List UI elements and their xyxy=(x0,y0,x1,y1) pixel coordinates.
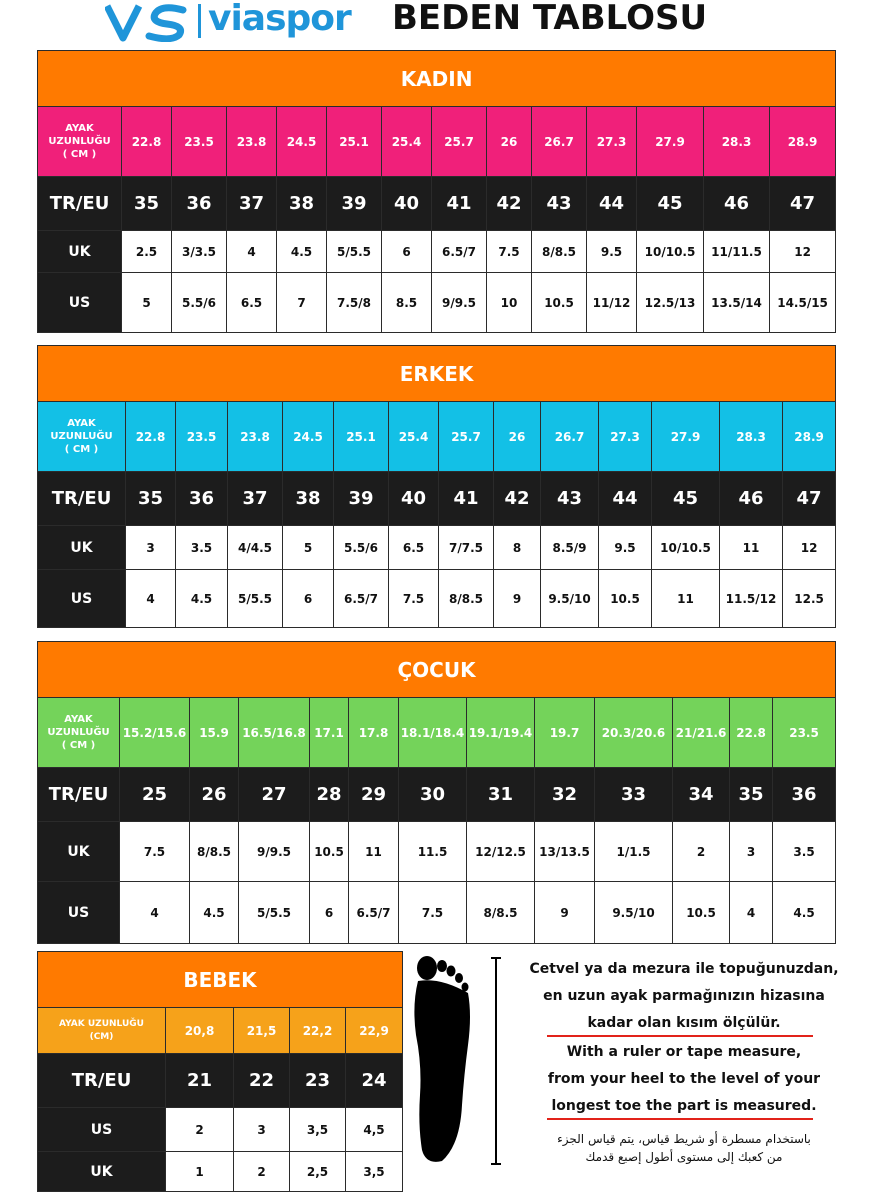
us-cell: 10.5 xyxy=(673,882,730,944)
cm-cell: 25.4 xyxy=(382,107,432,177)
cm-cell: 23.5 xyxy=(172,107,227,177)
us-cell: 3,5 xyxy=(290,1108,346,1152)
us-cell: 3 xyxy=(234,1108,290,1152)
us-cell: 11.5/12 xyxy=(720,570,783,628)
tr-eu-cell: 36 xyxy=(172,177,227,231)
tr-eu-row xyxy=(38,1054,403,1108)
tr-eu-cell: 40 xyxy=(382,177,432,231)
tr-eu-cell: 24 xyxy=(346,1054,403,1108)
uk-cell: 3 xyxy=(730,822,773,882)
cm-cell: 28.3 xyxy=(720,402,783,472)
tr-eu-cell: 37 xyxy=(228,472,283,526)
tr-eu-cell: 35 xyxy=(126,472,176,526)
us-cell: 7.5/8 xyxy=(327,273,382,333)
uk-cell: 6.5 xyxy=(389,526,439,570)
us-cell: 7.5 xyxy=(389,570,439,628)
tr-eu-cell: 41 xyxy=(432,177,487,231)
cm-cell: 27.3 xyxy=(599,402,652,472)
us-cell: 8/8.5 xyxy=(467,882,535,944)
tr-eu-cell: 44 xyxy=(587,177,637,231)
cm-cell: 28.9 xyxy=(770,107,836,177)
uk-row xyxy=(38,822,836,882)
cm-cell: 26.7 xyxy=(541,402,599,472)
cm-row xyxy=(38,1008,403,1054)
uk-cell: 1 xyxy=(166,1152,234,1192)
us-cell: 12.5/13 xyxy=(637,273,704,333)
uk-cell: 7.5 xyxy=(120,822,190,882)
tr-eu-label: TR/EU xyxy=(38,472,126,526)
us-cell: 7.5 xyxy=(399,882,467,944)
tr-eu-cell: 43 xyxy=(532,177,587,231)
cm-cell: 23.5 xyxy=(176,402,228,472)
tr-eu-row xyxy=(38,472,836,526)
tr-eu-cell: 32 xyxy=(535,768,595,822)
us-row xyxy=(38,273,836,333)
tr-eu-cell: 38 xyxy=(277,177,327,231)
cm-cell: 25.7 xyxy=(439,402,494,472)
uk-cell: 3,5 xyxy=(346,1152,403,1192)
us-cell: 11/12 xyxy=(587,273,637,333)
cm-cell: 28.3 xyxy=(704,107,770,177)
us-label: US xyxy=(38,570,126,628)
tr-eu-cell: 23 xyxy=(290,1054,346,1108)
uk-cell: 5.5/6 xyxy=(334,526,389,570)
uk-row xyxy=(38,526,836,570)
cm-cell: 17.8 xyxy=(349,698,399,768)
ayak-label: AYAK UZUNLUĞU ( CM ) xyxy=(38,402,126,472)
tr-eu-cell: 31 xyxy=(467,768,535,822)
cm-cell: 23.5 xyxy=(773,698,836,768)
us-cell: 5.5/6 xyxy=(172,273,227,333)
tr-eu-cell: 29 xyxy=(349,768,399,822)
uk-cell: 10/10.5 xyxy=(637,231,704,273)
tr-eu-cell: 47 xyxy=(783,472,836,526)
cm-row xyxy=(38,107,836,177)
cm-cell: 19.7 xyxy=(535,698,595,768)
tr-eu-cell: 42 xyxy=(487,177,532,231)
section-title-erkek: ERKEK xyxy=(38,346,836,402)
us-cell: 14.5/15 xyxy=(770,273,836,333)
instructions-tr: Cetvel ya da mezura ile topuğunuzdan, en uzun ayak parmağınızın hizasına kadar olan kısım ölçülür. xyxy=(529,961,839,1031)
uk-cell: 7/7.5 xyxy=(439,526,494,570)
uk-cell: 3/3.5 xyxy=(172,231,227,273)
cm-cell: 16.5/16.8 xyxy=(239,698,310,768)
tr-eu-cell: 26 xyxy=(190,768,239,822)
us-cell: 9 xyxy=(494,570,541,628)
ayak-label: AYAK UZUNLUĞU ( CM ) xyxy=(38,698,120,768)
uk-cell: 9.5 xyxy=(599,526,652,570)
tr-eu-cell: 35 xyxy=(122,177,172,231)
cm-cell: 25.1 xyxy=(334,402,389,472)
us-cell: 6.5/7 xyxy=(349,882,399,944)
uk-cell: 3 xyxy=(126,526,176,570)
us-label: US xyxy=(38,882,120,944)
us-cell: 4 xyxy=(126,570,176,628)
tr-eu-label: TR/EU xyxy=(38,177,122,231)
uk-label: UK xyxy=(38,231,122,273)
us-cell: 9.5/10 xyxy=(541,570,599,628)
uk-cell: 12/12.5 xyxy=(467,822,535,882)
tr-eu-cell: 28 xyxy=(310,768,349,822)
instructions-ar: باستخدام مسطرة أو شريط قياس، يتم قياس الجزء من كعبك إلى مستوى أطول إصبع قدمك xyxy=(557,1132,811,1164)
cm-cell: 25.4 xyxy=(389,402,439,472)
cm-cell: 23.8 xyxy=(227,107,277,177)
uk-cell: 8/8.5 xyxy=(190,822,239,882)
uk-cell: 2 xyxy=(673,822,730,882)
tr-eu-cell: 38 xyxy=(283,472,334,526)
bebek-size-table xyxy=(37,951,403,1192)
tr-eu-cell: 34 xyxy=(673,768,730,822)
us-cell: 6.5 xyxy=(227,273,277,333)
uk-cell: 2 xyxy=(234,1152,290,1192)
us-cell: 6 xyxy=(283,570,334,628)
tr-eu-cell: 46 xyxy=(704,177,770,231)
cm-cell: 21/21.6 xyxy=(673,698,730,768)
tr-eu-row xyxy=(38,177,836,231)
cm-cell: 25.1 xyxy=(327,107,382,177)
uk-cell: 5 xyxy=(283,526,334,570)
tr-eu-label: TR/EU xyxy=(38,1054,166,1108)
us-cell: 4.5 xyxy=(176,570,228,628)
uk-cell: 12 xyxy=(783,526,836,570)
ayak-label: AYAK UZUNLUĞU ( CM ) xyxy=(38,107,122,177)
cm-cell: 28.9 xyxy=(783,402,836,472)
uk-cell: 4.5 xyxy=(277,231,327,273)
cm-cell: 22,2 xyxy=(290,1008,346,1054)
us-row xyxy=(38,882,836,944)
uk-cell: 8/8.5 xyxy=(532,231,587,273)
us-cell: 13.5/14 xyxy=(704,273,770,333)
tr-eu-cell: 37 xyxy=(227,177,277,231)
tr-eu-cell: 46 xyxy=(720,472,783,526)
section-title-kadin: KADIN xyxy=(38,51,836,107)
tr-eu-cell: 44 xyxy=(599,472,652,526)
cm-cell: 15.9 xyxy=(190,698,239,768)
tr-eu-cell: 41 xyxy=(439,472,494,526)
us-cell: 10.5 xyxy=(599,570,652,628)
us-cell: 4 xyxy=(730,882,773,944)
tr-eu-cell: 22 xyxy=(234,1054,290,1108)
us-cell: 9.5/10 xyxy=(595,882,673,944)
cm-row xyxy=(38,402,836,472)
us-cell: 7 xyxy=(277,273,327,333)
ayak-label: AYAK UZUNLUĞU (CM) xyxy=(38,1008,166,1054)
cm-cell: 20.3/20.6 xyxy=(595,698,673,768)
tr-eu-label: TR/EU xyxy=(38,768,120,822)
uk-label: UK xyxy=(38,1152,166,1192)
cm-cell: 18.1/18.4 xyxy=(399,698,467,768)
kadin-size-table xyxy=(37,50,836,333)
cm-cell: 19.1/19.4 xyxy=(467,698,535,768)
cm-cell: 15.2/15.6 xyxy=(120,698,190,768)
uk-cell: 1/1.5 xyxy=(595,822,673,882)
cm-cell: 21,5 xyxy=(234,1008,290,1054)
viaspor-logo-icon xyxy=(105,2,189,42)
tr-eu-cell: 45 xyxy=(652,472,720,526)
cm-cell: 20,8 xyxy=(166,1008,234,1054)
us-cell: 4,5 xyxy=(346,1108,403,1152)
us-cell: 12.5 xyxy=(783,570,836,628)
tr-eu-cell: 36 xyxy=(176,472,228,526)
uk-label: UK xyxy=(38,526,126,570)
ruler-icon xyxy=(490,955,502,1167)
us-cell: 5/5.5 xyxy=(239,882,310,944)
uk-cell: 4/4.5 xyxy=(228,526,283,570)
page-title: BEDEN TABLOSU xyxy=(392,0,708,38)
us-cell: 8/8.5 xyxy=(439,570,494,628)
cm-cell: 24.5 xyxy=(277,107,327,177)
us-cell: 4 xyxy=(120,882,190,944)
us-cell: 8.5 xyxy=(382,273,432,333)
uk-cell: 8 xyxy=(494,526,541,570)
divider-line xyxy=(547,1035,813,1037)
us-cell: 4.5 xyxy=(773,882,836,944)
tr-eu-cell: 33 xyxy=(595,768,673,822)
brand-name: viaspor xyxy=(208,0,351,39)
header xyxy=(0,0,872,44)
us-cell: 9/9.5 xyxy=(432,273,487,333)
divider-line xyxy=(547,1118,813,1120)
cm-cell: 22.8 xyxy=(730,698,773,768)
cm-cell: 22,9 xyxy=(346,1008,403,1054)
erkek-size-table xyxy=(37,345,836,628)
cm-row xyxy=(38,698,836,768)
section-title-cocuk: ÇOCUK xyxy=(38,642,836,698)
cm-cell: 22.8 xyxy=(122,107,172,177)
tr-eu-cell: 25 xyxy=(120,768,190,822)
cm-cell: 22.8 xyxy=(126,402,176,472)
uk-cell: 7.5 xyxy=(487,231,532,273)
us-row xyxy=(38,570,836,628)
cm-cell: 26 xyxy=(494,402,541,472)
logo-divider xyxy=(198,4,201,38)
cm-cell: 17.1 xyxy=(310,698,349,768)
uk-label: UK xyxy=(38,822,120,882)
us-cell: 9 xyxy=(535,882,595,944)
uk-cell: 11/11.5 xyxy=(704,231,770,273)
tr-eu-cell: 27 xyxy=(239,768,310,822)
uk-cell: 5/5.5 xyxy=(327,231,382,273)
uk-row xyxy=(38,1152,403,1192)
cm-cell: 27.9 xyxy=(652,402,720,472)
us-cell: 6 xyxy=(310,882,349,944)
us-label: US xyxy=(38,273,122,333)
uk-row xyxy=(38,231,836,273)
uk-cell: 2,5 xyxy=(290,1152,346,1192)
tr-eu-cell: 21 xyxy=(166,1054,234,1108)
tr-eu-cell: 39 xyxy=(327,177,382,231)
uk-cell: 13/13.5 xyxy=(535,822,595,882)
uk-cell: 4 xyxy=(227,231,277,273)
uk-cell: 6 xyxy=(382,231,432,273)
uk-cell: 3.5 xyxy=(773,822,836,882)
instructions-en: With a ruler or tape measure, from your heel to the level of your longest toe the part is measured. xyxy=(547,1044,821,1114)
section-title-bebek: BEBEK xyxy=(38,952,403,1008)
uk-cell: 11 xyxy=(349,822,399,882)
cocuk-size-table xyxy=(37,641,836,944)
foot-icon xyxy=(410,955,472,1165)
us-cell: 10 xyxy=(487,273,532,333)
us-row xyxy=(38,1108,403,1152)
uk-cell: 9/9.5 xyxy=(239,822,310,882)
cm-cell: 27.3 xyxy=(587,107,637,177)
tr-eu-cell: 42 xyxy=(494,472,541,526)
us-cell: 6.5/7 xyxy=(334,570,389,628)
us-label: US xyxy=(38,1108,166,1152)
cm-cell: 26.7 xyxy=(532,107,587,177)
uk-cell: 10.5 xyxy=(310,822,349,882)
tr-eu-cell: 30 xyxy=(399,768,467,822)
us-cell: 5/5.5 xyxy=(228,570,283,628)
cm-cell: 27.9 xyxy=(637,107,704,177)
tr-eu-cell: 43 xyxy=(541,472,599,526)
tr-eu-row xyxy=(38,768,836,822)
tr-eu-cell: 47 xyxy=(770,177,836,231)
us-cell: 5 xyxy=(122,273,172,333)
tr-eu-cell: 39 xyxy=(334,472,389,526)
tr-eu-cell: 45 xyxy=(637,177,704,231)
uk-cell: 10/10.5 xyxy=(652,526,720,570)
us-cell: 10.5 xyxy=(532,273,587,333)
uk-cell: 11 xyxy=(720,526,783,570)
us-cell: 2 xyxy=(166,1108,234,1152)
cm-cell: 26 xyxy=(487,107,532,177)
uk-cell: 2.5 xyxy=(122,231,172,273)
uk-cell: 9.5 xyxy=(587,231,637,273)
uk-cell: 11.5 xyxy=(399,822,467,882)
cm-cell: 24.5 xyxy=(283,402,334,472)
us-cell: 11 xyxy=(652,570,720,628)
uk-cell: 6.5/7 xyxy=(432,231,487,273)
tr-eu-cell: 35 xyxy=(730,768,773,822)
us-cell: 4.5 xyxy=(190,882,239,944)
uk-cell: 8.5/9 xyxy=(541,526,599,570)
uk-cell: 3.5 xyxy=(176,526,228,570)
cm-cell: 23.8 xyxy=(228,402,283,472)
tr-eu-cell: 40 xyxy=(389,472,439,526)
cm-cell: 25.7 xyxy=(432,107,487,177)
uk-cell: 12 xyxy=(770,231,836,273)
tr-eu-cell: 36 xyxy=(773,768,836,822)
